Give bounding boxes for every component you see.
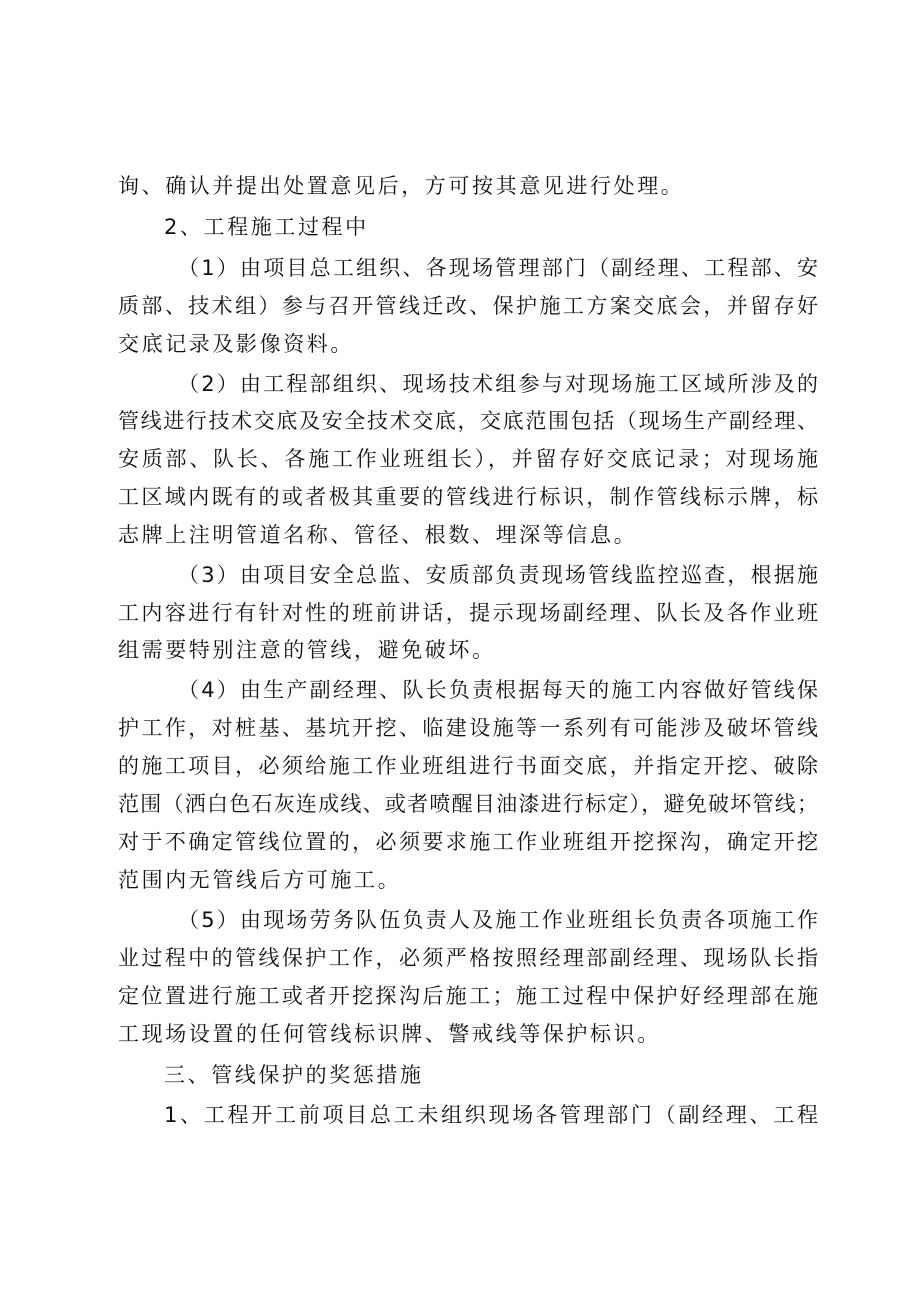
paragraph-line: 志牌上注明管道名称、管径、根数、埋深等信息。 (118, 523, 638, 547)
paragraph-line: 定位置进行施工或者开挖探沟后施工；施工过程中保护好经理部在施 (118, 984, 818, 1008)
paragraph-line: （4）由生产副经理、队长负责根据每天的施工内容做好管线保 (178, 678, 818, 702)
paragraph-line: 业过程中的管线保护工作，必须严格按照经理部副经理、现场队长指 (118, 946, 818, 970)
paragraph-line: 安质部、队长、各施工作业班组长），并留存好交底记录；对现场施 (118, 447, 818, 471)
paragraph-line: 管线进行技术交底及安全技术交底，交底范围包括（现场生产副经理、 (118, 409, 818, 433)
paragraph-line: （3）由项目安全总监、安质部负责现场管线监控巡查，根据施 (178, 563, 818, 587)
paragraph-line: 质部、技术组）参与召开管线迁改、保护施工方案交底会，并留存好 (118, 294, 818, 318)
paragraph-line: 1、工程开工前项目总工未组织现场各管理部门（副经理、工程 (164, 1103, 818, 1127)
paragraph-line: （5）由现场劳务队伍负责人及施工作业班组长负责各项施工作 (178, 908, 818, 932)
section-heading: 三、管线保护的奖惩措施 (164, 1063, 424, 1087)
paragraph-line: 的施工项目，必须给施工作业班组进行书面交底，并指定开挖、破除 (118, 754, 818, 778)
section-heading: 2、工程施工过程中 (164, 215, 369, 239)
paragraph-line: 范围（洒白色石灰连成线、或者喷醒目油漆进行标定），避免破坏管线； (118, 792, 818, 816)
paragraph-line: 对于不确定管线位置的，必须要求施工作业班组开挖探沟，确定开挖 (118, 830, 818, 854)
paragraph-line: 工内容进行有针对性的班前讲话，提示现场副经理、队长及各作业班 (118, 601, 818, 625)
paragraph-line: 询、确认并提出处置意见后，方可按其意见进行处理。 (118, 174, 685, 198)
paragraph-line: （1）由项目总工组织、各现场管理部门（副经理、工程部、安 (178, 256, 818, 280)
paragraph-line: 护工作，对桩基、基坑开挖、临建设施等一系列有可能涉及破坏管线 (118, 716, 818, 740)
paragraph-line: 工现场设置的任何管线标识牌、警戒线等保护标识。 (118, 1022, 661, 1046)
paragraph-line: 组需要特别注意的管线，避免破坏。 (118, 638, 496, 662)
paragraph-line: 范围内无管线后方可施工。 (118, 868, 402, 892)
paragraph-line: 交底记录及影像资料。 (118, 332, 354, 356)
paragraph-line: 工区域内既有的或者极其重要的管线进行标识，制作管线标示牌，标 (118, 485, 818, 509)
paragraph-line: （2）由工程部组织、现场技术组参与对现场施工区域所涉及的 (178, 372, 818, 396)
